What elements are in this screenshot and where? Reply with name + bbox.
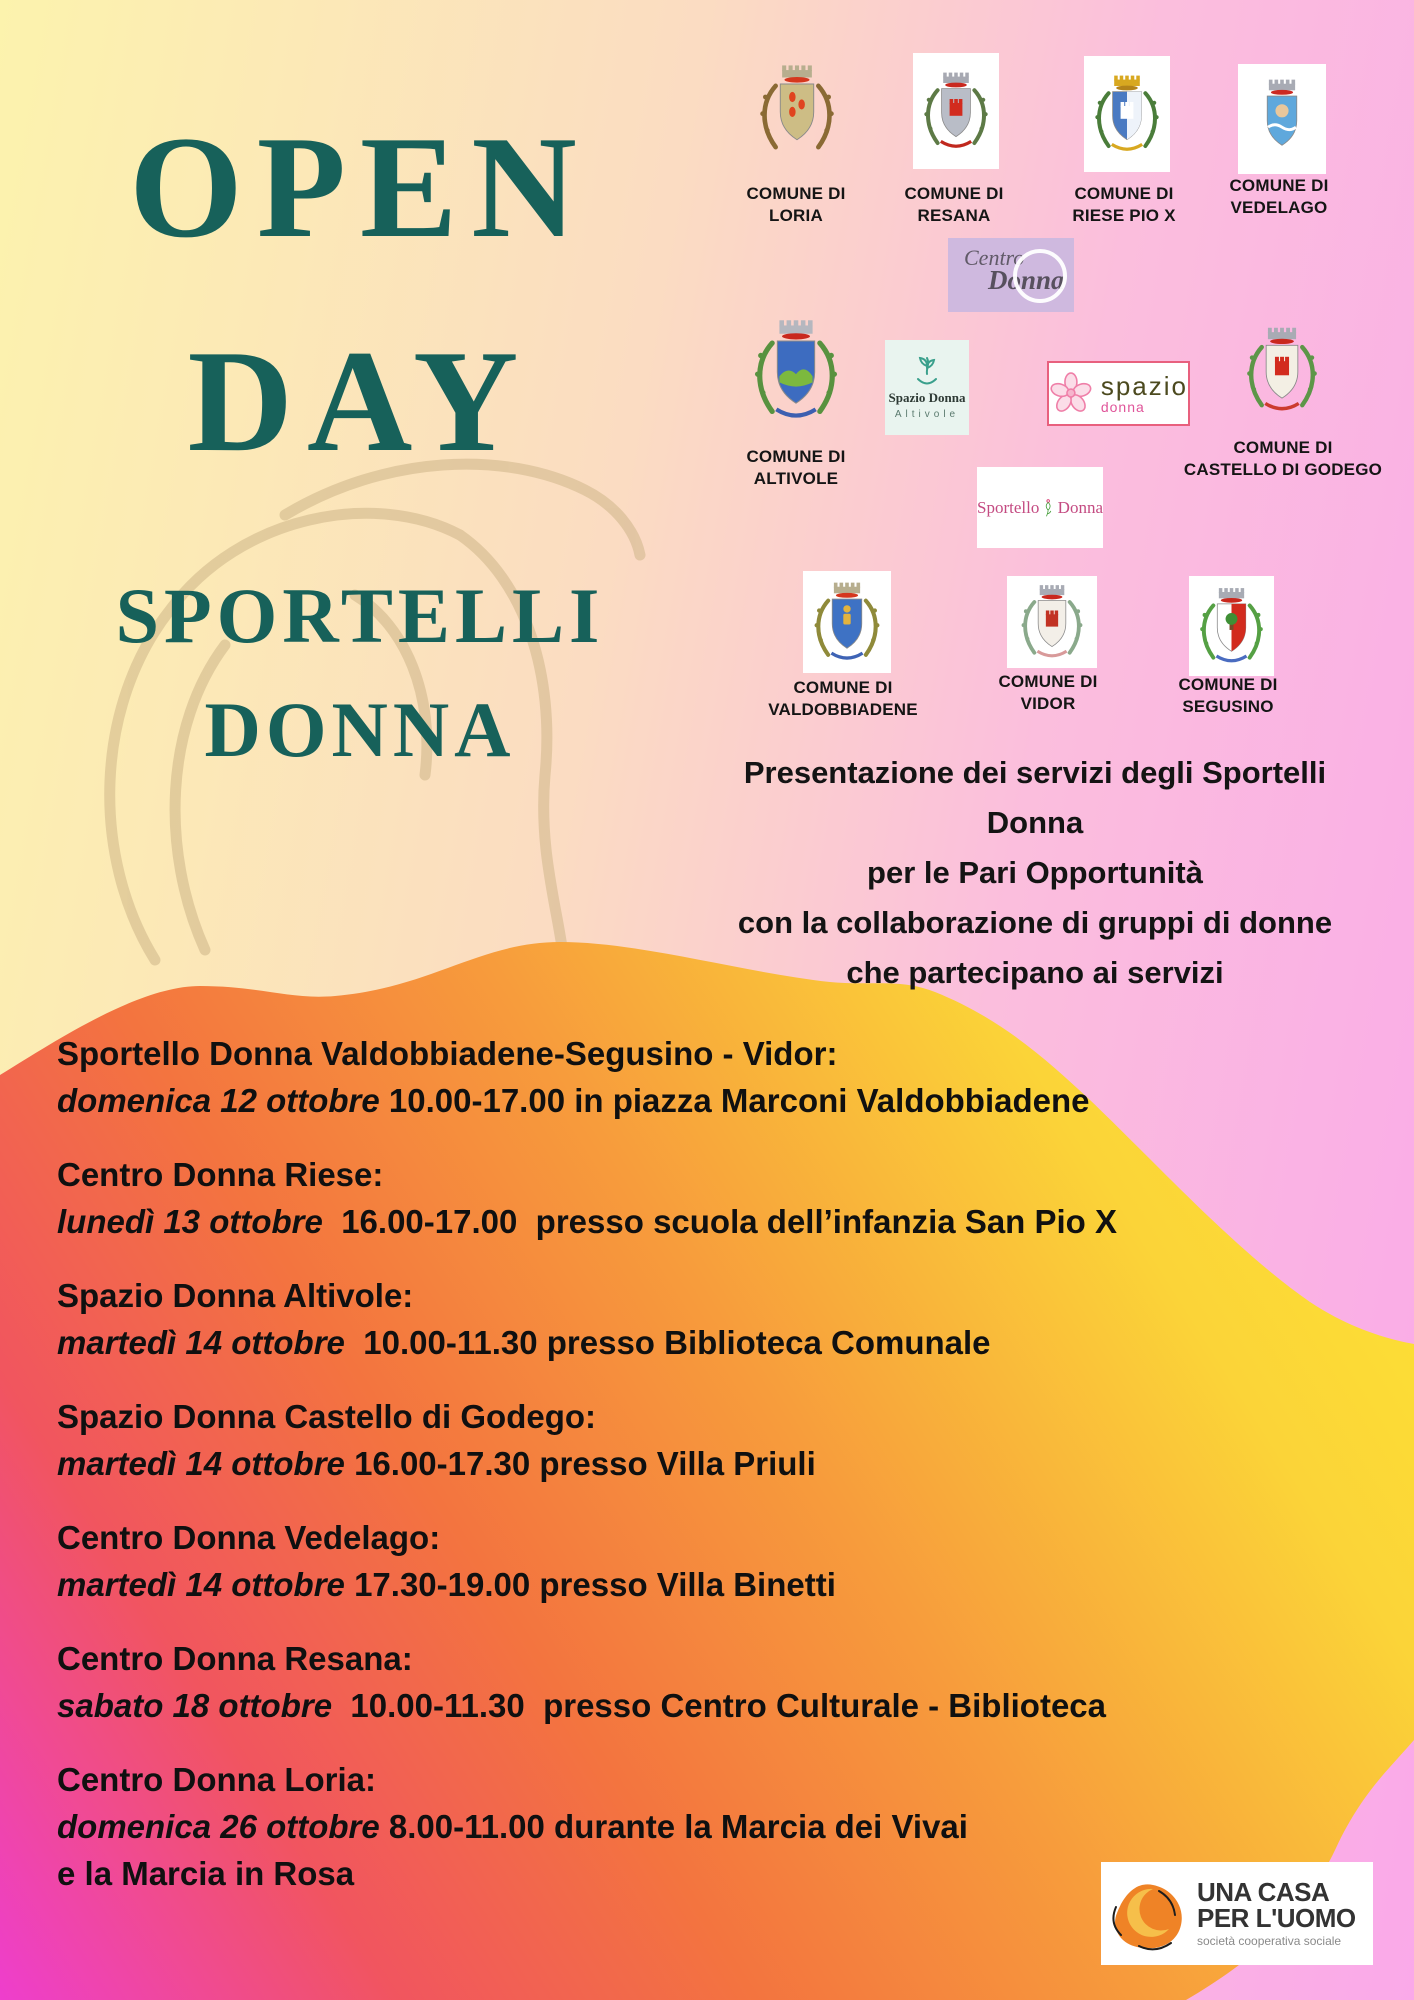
event-date: martedì 14 ottobre (57, 1445, 345, 1482)
comune-label-vidor: COMUNE DI VIDOR (998, 672, 1098, 713)
centro-donna-word2: Donna (988, 265, 1065, 295)
title-day: DAY (187, 320, 533, 482)
schedule-entry (57, 1393, 1392, 1487)
event-detail (57, 1198, 1392, 1245)
event-heading: Spazio Donna Castello di Godego: (57, 1398, 597, 1435)
event-heading: Spazio Donna Altivole: (57, 1277, 414, 1314)
event-detail (57, 1803, 1392, 1850)
comune-emblem-vidor (1007, 576, 1097, 668)
intro-line: che partecipano ai servizi (846, 955, 1224, 990)
comune-emblem-vedelago (1238, 64, 1326, 174)
comune-label-vedelago: COMUNE DI VEDELAGO (1229, 176, 1329, 217)
schedule-entry (57, 1635, 1392, 1729)
comune-emblem-altivole (743, 312, 849, 428)
event-date: martedì 14 ottobre (57, 1566, 345, 1603)
comune-emblem-loria (745, 58, 849, 162)
event-date: lunedì 13 ottobre (57, 1203, 323, 1240)
una-casa-brand-line1: UNA CASA (1197, 1877, 1330, 1907)
event-date: domenica 12 ottobre (57, 1082, 380, 1119)
title-sportelli: SPORTELLI (115, 572, 605, 659)
schedule-entry (57, 1030, 1392, 1124)
title-open: OPEN (129, 106, 591, 268)
sportello-donna-logo (977, 467, 1103, 548)
event-date: martedì 14 ottobre (57, 1324, 345, 1361)
comune-label-loria: COMUNE DI LORIA (746, 184, 846, 225)
event-heading: Centro Donna Riese: (57, 1156, 384, 1193)
spazio-altivole-name: Spazio Donna (888, 390, 966, 405)
event-date: sabato 18 ottobre (57, 1687, 333, 1724)
event-extra: e la Marcia in Rosa (57, 1855, 355, 1892)
intro-line: Presentazione dei servizi degli Sportelli (743, 755, 1327, 790)
spazio-donna-logo (1047, 361, 1190, 426)
event-detail (57, 1077, 1392, 1124)
spazio-altivole-sub: Altivole (894, 409, 960, 420)
flower-icon (1049, 372, 1093, 416)
event-info: 10.00-11.30 presso Biblioteca Comunale (344, 1324, 991, 1361)
intro-line: Donna (986, 805, 1084, 840)
schedule (57, 1030, 1392, 1924)
una-casa-brand-line2: PER L'UOMO (1197, 1903, 1356, 1933)
schedule-entry (57, 1272, 1392, 1366)
una-casa-per-luomo-logo (1101, 1862, 1373, 1965)
spazio-donna-word2: donna (1100, 398, 1145, 415)
event-info: 10.00-17.00 in piazza Marconi Valdobbiadene (379, 1082, 1090, 1119)
spazio-donna-word1: spazio (1100, 370, 1188, 401)
comune-label-riese-pio-x: COMUNE DI RIESE PIO X (1072, 184, 1176, 225)
comune-label-resana: COMUNE DI RESANA (904, 184, 1004, 225)
intro-line: per le Pari Opportunità (867, 855, 1203, 890)
sprout-hand-icon (912, 354, 942, 386)
event-heading: Centro Donna Loria: (57, 1761, 376, 1798)
event-detail (57, 1440, 1392, 1487)
comune-label-castello-di-godego: COMUNE DI CASTELLO DI GODEGO (1183, 438, 1383, 479)
event-date: domenica 26 ottobre (57, 1808, 380, 1845)
intro-line: con la collaborazione di gruppi di donne (737, 905, 1333, 940)
event-info: 16.00-17.00 presso scuola dell’infanzia San Pio X (322, 1203, 1118, 1240)
sportello-donna-word2: Donna (1057, 497, 1103, 517)
comune-emblem-valdobbiadene (803, 571, 891, 673)
comune-emblem-castello-di-godego (1238, 316, 1326, 424)
una-casa-subtitle: società cooperativa sociale (1197, 1934, 1342, 1948)
spazio-donna-altivole-logo (885, 340, 969, 435)
event-detail (57, 1319, 1392, 1366)
schedule-entry (57, 1514, 1392, 1608)
event-heading: Centro Donna Resana: (57, 1640, 413, 1677)
comune-emblem-segusino (1189, 576, 1274, 676)
centro-donna-ring-icon (1013, 249, 1067, 303)
intro-paragraph (662, 748, 1408, 998)
poster-title (65, 106, 655, 774)
centro-donna-logo (948, 238, 1074, 312)
event-info: 17.30-19.00 presso Villa Binetti (344, 1566, 836, 1603)
event-detail (57, 1682, 1392, 1729)
comune-label-altivole: COMUNE DI ALTIVOLE (746, 447, 846, 488)
event-detail (57, 1561, 1392, 1608)
event-info: 8.00-11.00 durante la Marcia dei Vivai (379, 1808, 968, 1845)
comune-label-valdobbiadene: COMUNE DI VALDOBBIADENE (768, 678, 918, 719)
comune-label-segusino: COMUNE DI SEGUSINO (1178, 675, 1278, 716)
schedule-entry (57, 1151, 1392, 1245)
title-donna: DONNA (204, 686, 516, 773)
una-casa-mark-icon (1109, 1875, 1189, 1953)
centro-donna-word1: Centro (964, 245, 1025, 270)
event-info: 16.00-17.30 presso Villa Priuli (344, 1445, 816, 1482)
event-heading: Centro Donna Vedelago: (57, 1519, 441, 1556)
sportello-donna-word1: Sportello (977, 497, 1040, 517)
comune-emblem-resana (913, 53, 999, 169)
heart-flower-icon (1044, 480, 1052, 536)
event-heading: Sportello Donna Valdobbiadene-Segusino - Vidor: (57, 1035, 838, 1072)
comune-emblem-riese-pio-x (1084, 56, 1170, 172)
event-info: 10.00-11.30 presso Centro Culturale - Biblioteca (332, 1687, 1106, 1724)
